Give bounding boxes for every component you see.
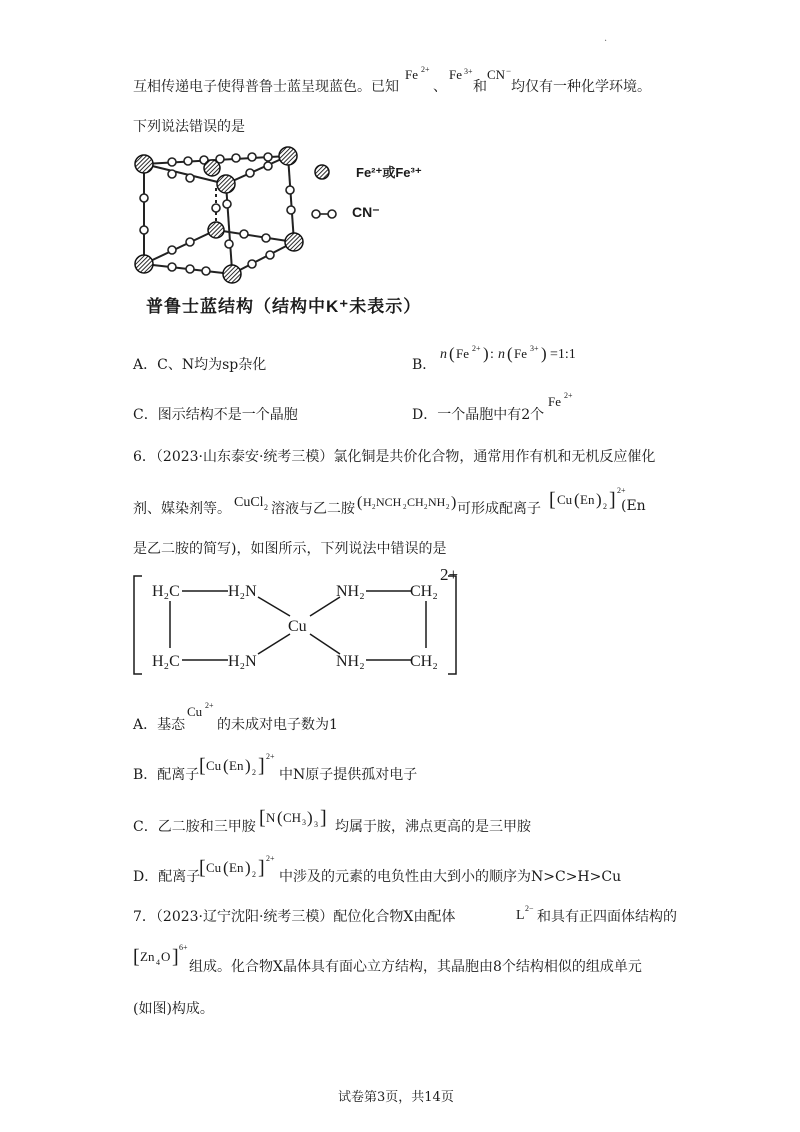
q5-separator: 、 [433, 79, 447, 95]
svg-text:): ) [541, 344, 547, 363]
q6-option-b-text-1: B．配离子 [133, 767, 200, 783]
svg-text:): ) [483, 344, 489, 363]
svg-text:−: − [506, 66, 512, 76]
svg-text:): ) [245, 756, 251, 775]
svg-text:2: 2 [372, 503, 376, 511]
q5-intro-line [133, 64, 693, 104]
q7-line-3: (如图)构成。 [133, 1001, 214, 1017]
svg-text:NCH: NCH [376, 495, 402, 509]
svg-text:(: ( [449, 344, 455, 363]
svg-text:2: 2 [603, 502, 607, 511]
struct-ch2-bottom: CH₂ [410, 653, 438, 670]
svg-text:]: ] [320, 807, 327, 829]
struct-h2c-bottom: H₂C [152, 653, 180, 670]
svg-text:Fe: Fe [456, 346, 469, 361]
q6-option-d [133, 852, 693, 886]
svg-text:): ) [596, 490, 602, 509]
q5-option-b-label: B． [412, 357, 437, 373]
q6-line-3: 是乙二胺的简写)，如图所示，下列说法中错误的是 [133, 541, 447, 557]
svg-text:(: ( [507, 344, 513, 363]
q6-option-d-complex-formula [199, 852, 283, 884]
svg-text:[: [ [199, 857, 206, 879]
q6-option-c [133, 802, 693, 836]
q6-option-b-complex-formula [199, 750, 283, 782]
svg-text:2−: 2− [525, 904, 534, 913]
svg-text:CN: CN [487, 67, 506, 82]
cu2-ion-formula [185, 700, 219, 724]
svg-text:Fe: Fe [405, 67, 418, 82]
zn4o-cluster-formula [133, 940, 193, 972]
q7-line-1-text-b: 和具有正四面体结构的 [537, 909, 677, 925]
svg-text:2+: 2+ [421, 65, 430, 74]
svg-text:(: ( [357, 494, 363, 511]
svg-text:Cu: Cu [557, 492, 573, 507]
svg-text:2+: 2+ [266, 752, 275, 761]
svg-text:): ) [245, 858, 251, 877]
svg-text:3: 3 [302, 818, 306, 827]
q6-option-b-text-2: 中N原子提供孤对电子 [279, 767, 418, 783]
svg-text:n: n [440, 347, 447, 362]
struct-ch2-top: CH₂ [410, 583, 438, 600]
svg-text:CH: CH [283, 810, 302, 825]
svg-text:3: 3 [314, 820, 318, 829]
svg-text:]: ] [258, 857, 265, 879]
struct-cu: Cu [288, 618, 307, 635]
q5-prompt: 下列说法错误的是 [133, 119, 245, 135]
fe-legend-marker-icon [315, 165, 329, 179]
svg-text:[: [ [133, 946, 140, 968]
svg-text:[: [ [549, 489, 556, 511]
q6-line-1: 6．（2023·山东泰安·统考三模）氯化铜是共价化合物，通常用作有机和无机反应催化 [133, 449, 656, 465]
q5-intro-text-a: 互相传递电子使得普鲁士蓝呈现蓝色。已知 [133, 79, 399, 95]
svg-text:2+: 2+ [564, 391, 573, 400]
q6-line-2-text-c: 可形成配离子 [457, 501, 541, 517]
q6-line-2-text-b: 溶液与乙二胺 [271, 501, 355, 517]
svg-text:NH: NH [428, 495, 446, 509]
struct-nh2-bottom: NH₂ [336, 653, 365, 670]
svg-text:2: 2 [446, 503, 450, 511]
svg-text:=1:1: =1:1 [550, 347, 576, 362]
q5-option-c: C．图示结构不是一个晶胞 [133, 407, 298, 423]
struct-charge: 2+ [440, 566, 459, 584]
q5-option-d-fe2-formula [546, 390, 576, 414]
svg-text:H: H [363, 495, 372, 509]
svg-text:): ) [307, 808, 313, 827]
struct-nh2-top: NH₂ [336, 583, 365, 600]
trimethylamine-formula [259, 802, 339, 834]
struct-h2c-top: H₂C [152, 583, 180, 600]
q6-option-c-text-2: 均属于胺，沸点更高的是三甲胺 [335, 819, 531, 835]
q7-line-2-text: 组成。化合物X晶体具有面心立方结构，其晶胞由8个结构相似的组成单元 [189, 959, 642, 975]
svg-text:Cu: Cu [206, 758, 222, 773]
legend-cn-label: CN⁻ [352, 204, 380, 220]
svg-text:CuCl: CuCl [234, 495, 264, 510]
q6-line-2-text-a: 剂、媒染剂等。 [133, 501, 231, 517]
svg-text:Cu: Cu [206, 860, 222, 875]
q6-option-c-text-1: C．乙二胺和三甲胺 [133, 819, 256, 835]
cn-legend-marker-icon [312, 210, 336, 218]
q7-line-2 [133, 940, 693, 976]
q5-option-b-ratio-formula [440, 340, 600, 370]
svg-text:N: N [266, 810, 276, 825]
svg-text:): ) [451, 494, 457, 511]
corner-mark: · [604, 36, 608, 47]
cucl2-formula [233, 488, 273, 514]
svg-text:Fe: Fe [548, 394, 561, 409]
svg-text:n: n [498, 347, 505, 362]
svg-text:]: ] [172, 946, 179, 968]
svg-text:2+: 2+ [472, 344, 481, 353]
svg-text:[: [ [199, 755, 206, 777]
struct-h2n-bottom: H₂N [228, 653, 257, 670]
q6-option-d-text-1: D．配离子 [133, 869, 201, 885]
svg-text:[: [ [259, 807, 266, 829]
svg-text:2: 2 [264, 503, 268, 512]
svg-text:Cu: Cu [187, 704, 203, 719]
svg-text:2+: 2+ [205, 701, 214, 710]
svg-text:2+: 2+ [617, 486, 626, 495]
struct-h2n-top: H₂N [228, 583, 257, 600]
svg-text:2: 2 [252, 768, 256, 777]
svg-text:3+: 3+ [464, 67, 473, 76]
svg-text:]: ] [258, 755, 265, 777]
q6-option-a-text-1: A．基态 [133, 717, 186, 733]
legend-fe-label: Fe²⁺或Fe³⁺ [356, 165, 422, 180]
q6-line-2 [133, 484, 693, 520]
ligand-l2-formula [515, 900, 539, 926]
svg-text:(: ( [277, 808, 283, 827]
q5-option-a: A．C、N均为sp杂化 [133, 357, 267, 373]
svg-text:2+: 2+ [266, 854, 275, 863]
q5-intro-text-b: 均仅有一种化学环境。 [511, 79, 651, 95]
page-footer: 试卷第3页，共14页 [338, 1090, 454, 1105]
svg-text:O: O [161, 949, 171, 964]
svg-text:(: ( [574, 490, 580, 509]
svg-text:(: ( [223, 858, 229, 877]
svg-text:En: En [229, 860, 244, 875]
cu-en2-structure-diagram [130, 566, 470, 686]
svg-text:Fe: Fe [514, 346, 527, 361]
svg-text:4: 4 [156, 958, 160, 967]
svg-text:CH: CH [407, 495, 424, 509]
svg-text:Fe: Fe [449, 67, 462, 82]
svg-text:En: En [229, 758, 244, 773]
q7-line-1-text-a: 7．（2023·辽宁沈阳·统考三模）配位化合物X由配体 [133, 909, 456, 925]
svg-text:2: 2 [403, 503, 407, 511]
svg-text:6+: 6+ [179, 943, 188, 952]
q5-and: 和 [473, 79, 487, 95]
q6-option-b [133, 750, 693, 784]
fe2-ion-formula [403, 64, 431, 88]
svg-text:2: 2 [424, 503, 428, 511]
figure-caption: 普鲁士蓝结构（结构中K⁺未表示） [146, 297, 422, 316]
svg-text:2: 2 [252, 870, 256, 879]
q6-option-d-text-2: 中涉及的元素的电负性由大到小的顺序为N>C>H>Cu [279, 869, 622, 885]
svg-text:(: ( [223, 756, 229, 775]
svg-text:3+: 3+ [530, 344, 539, 353]
svg-text:]: ] [609, 489, 616, 511]
q5-option-d: D．一个晶胞中有2个 [412, 407, 545, 423]
svg-text:Zn: Zn [140, 949, 155, 964]
svg-text::: : [490, 347, 494, 362]
q6-line-2-text-d: (En [621, 498, 646, 514]
q6-option-a [133, 700, 693, 734]
q7-line-1 [133, 900, 693, 930]
svg-text:L: L [516, 908, 525, 923]
q6-option-a-text-2: 的未成对电子数为1 [217, 717, 338, 733]
prussian-blue-figure [132, 140, 452, 328]
svg-text:En: En [580, 492, 595, 507]
